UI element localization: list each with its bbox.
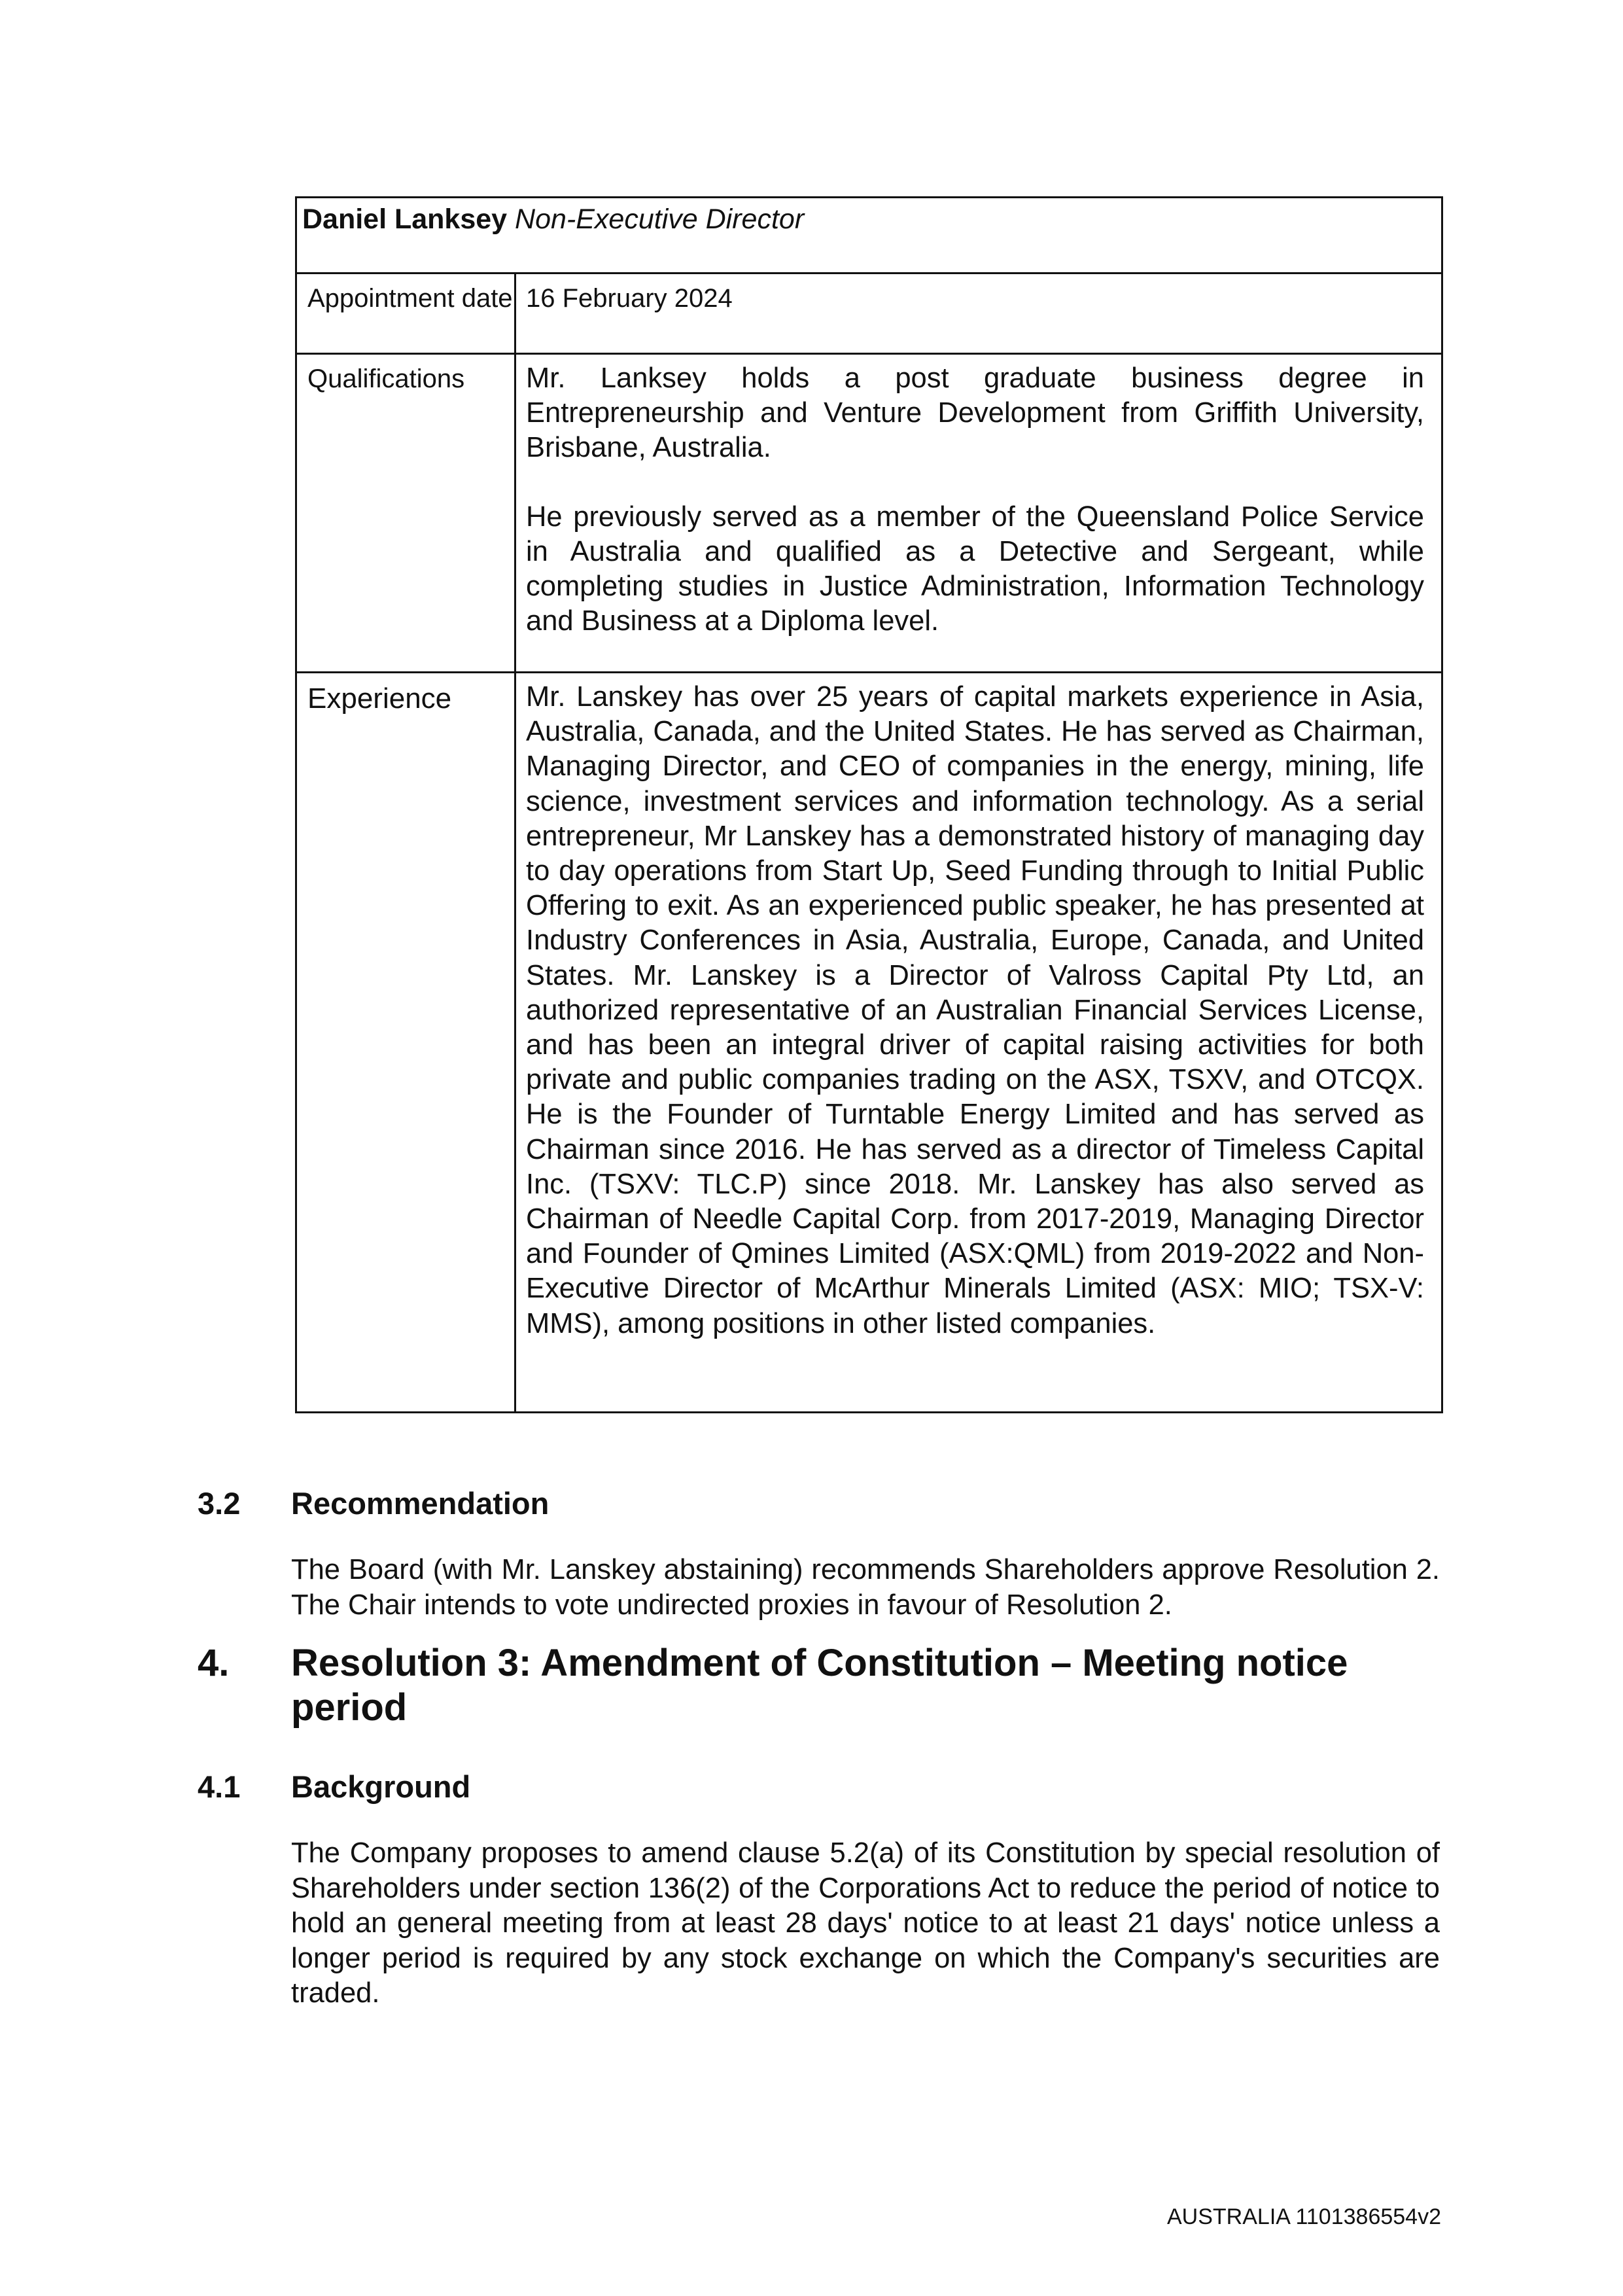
section-4-1-number: 4.1 [198,1769,241,1804]
qualifications-paragraph: He previously served as a member of the Queensland Police Service in Australia and qualified as a Detective and Sergeant, while completing studies in Justice Administration, Information Technology and Business at a Diploma level. [526,501,1425,637]
section-4-title-line-1: Resolution 3: Amendment of Constitution – Meeting notice [291,1642,1348,1684]
director-header-cell [296,198,1442,274]
table-header-row [296,198,1442,274]
director-role: Non-Executive Director [515,203,805,235]
table-row [296,354,1442,673]
appointment-value-cell [515,274,1442,354]
qualifications-label: Qualifications [296,354,515,673]
director-profile-table [295,196,1443,1413]
appointment-date: 16 February 2024 [526,284,733,313]
section-4-1-body: The Company proposes to amend clause 5.2(a) of its Constitution by special resolution of Shareholders under section 136(2) of the Corporations Act to reduce the period of notice to hold an general meeting from at least 28 days' notice to at least 21 days' notice unless a longer period is required by any stock exchange on which the Company's securities are traded. [291,1837,1440,2009]
section-4-title-line-2: period [291,1686,408,1729]
section-3-2-number: 3.2 [198,1486,241,1521]
section-3-2-title: Recommendation [291,1486,550,1521]
section-4-1-title: Background [291,1769,471,1804]
appointment-label: Appointment date [296,274,515,354]
director-name: Daniel Lanksey [302,203,508,235]
qualifications-paragraph: Mr. Lanksey holds a post graduate business degree in Entrepreneurship and Venture Development from Griffith University, Brisbane, Australia. [526,362,1425,463]
section-3-2-body: The Board (with Mr. Lanskey abstaining) recommends Shareholders approve Resolution 2. The Chair intends to vote undirected proxies in favour of Resolution 2. [291,1554,1440,1621]
section-4-number: 4. [198,1642,230,1684]
experience-value-cell [515,673,1442,1413]
experience-label: Experience [296,673,515,1413]
document-reference: AUSTRALIA 1101386554v2 [1167,2204,1441,2229]
qualifications-value-cell [515,354,1442,673]
experience-paragraph: Mr. Lanskey has over 25 years of capital markets experience in Asia, Australia, Canada, and the United States. He has served as Chairman, Managing Director, and CEO of companies in the energy, mining, life science, investment services and information technology. As a serial entrepreneur, Mr Lanskey has a demonstrated history of managing day to day operations from Start Up, Seed Funding through to Initial Public Offering to exit. As an experienced public speaker, he has presented at Industry Conferences in Asia, Australia, Europe, Canada, and United States. Mr. Lanskey is a Director of Valross Capital Pty Ltd, an authorized representative of an Australian Financial Services License, and has been an integral driver of capital raising activities for both private and public companies trading on the ASX, TSXV, and OTCQX. He is the Founder of Turntable Energy Limited and has served as Chairman since 2016. He has served as a director of Timeless Capital Inc. (TSXV: TLC.P) since 2018. Mr. Lanskey has also served as Chairman of Needle Capital Corp. from 2017-2019, Managing Director and Founder of Qmines Limited (ASX:QML) from 2019-2022 and Non-Executive Director of McArthur Minerals Limited (ASX: MIO; TSX-V: MMS), among positions in other listed companies. [526,681,1425,1339]
table-row [296,673,1442,1413]
table-row [296,274,1442,354]
